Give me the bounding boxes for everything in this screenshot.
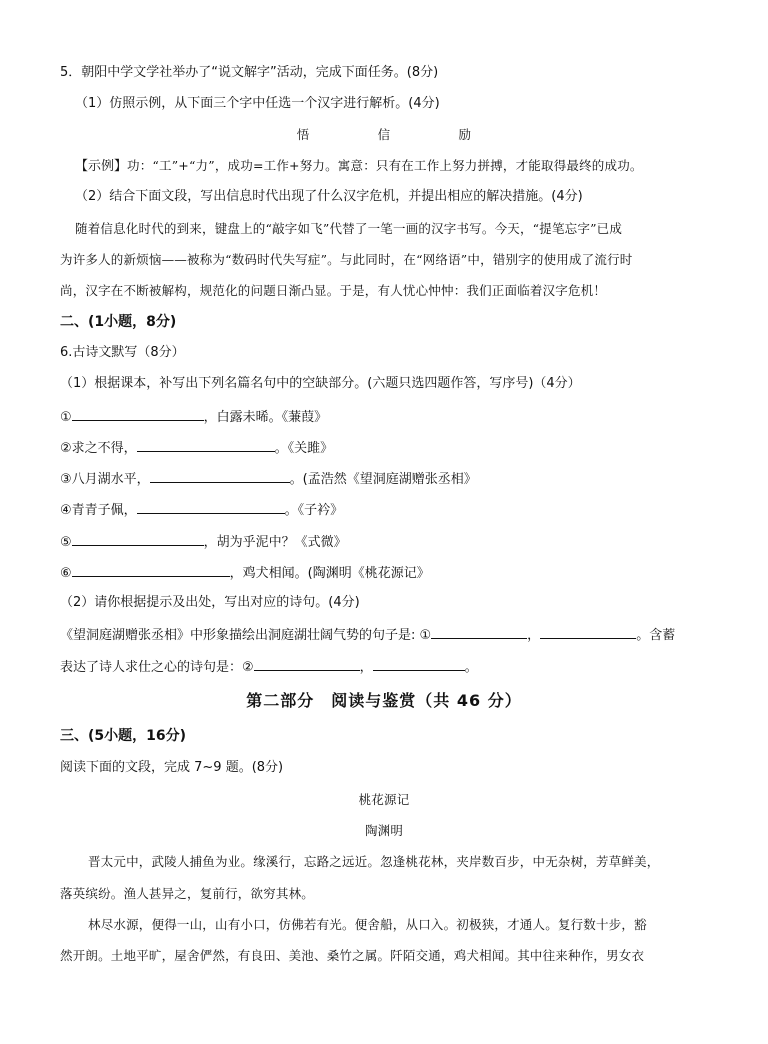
- char-option-1: 悟: [296, 127, 310, 142]
- part-two-title: 第二部分 阅读与鉴赏（共 46 分）: [246, 691, 522, 710]
- example-tag: 【示例】: [75, 159, 128, 174]
- text-paragraph-1-line-1: 晋太元中，武陵人捕鱼为业。缘溪行，忘路之远近。忽逢桃花林，夹岸数百步，中无杂树，芳草鲜美，: [88, 854, 660, 869]
- q6-part2-line-1: 《望洞庭湖赠张丞相》中形象描绘出洞庭湖壮阔气势的句子是: ① ， 。含蓄: [60, 624, 675, 646]
- answer-blank[interactable]: [72, 406, 204, 421]
- q6-title: 6.古诗文默写（8分）: [60, 345, 185, 360]
- answer-blank[interactable]: [540, 624, 636, 639]
- q5-title: 5．朝阳中学文学社举办了“说文解字”活动，完成下面任务。(8分): [60, 65, 439, 80]
- answer-blank[interactable]: [137, 437, 275, 452]
- text-title: 桃花源记: [358, 792, 410, 807]
- q5-part1: （1）仿照示例，从下面三个字中任选一个汉字进行解析。(4分): [75, 96, 440, 111]
- text-paragraph-2-line-1: 林尽水源，便得一山，山有小口，仿佛若有光。便舍船，从口入。初极狭，才通人。复行数十步，豁: [88, 917, 647, 932]
- section3-title: 三、(5小题，16分): [60, 728, 187, 744]
- answer-blank[interactable]: [254, 656, 360, 671]
- char-option-2: 信: [377, 127, 391, 142]
- q5-char-options: [0, 125, 768, 145]
- section2-title: 二、(1小题，8分): [60, 314, 177, 330]
- recite-item-6: ⑥ ，鸡犬相闻。(陶渊明《桃花源记》: [60, 562, 430, 584]
- example-text: 功：“工”+“力”，成功=工作+努力。寓意：只有在工作上努力拼搏，才能取得最终的成功。: [127, 158, 643, 173]
- section3-intro: 阅读下面的文段，完成 7~9 题。(8分): [60, 760, 284, 775]
- text-author: 陶渊明: [364, 823, 404, 838]
- recite-item-5: ⑤ ，胡为乎泥中？《式微》: [60, 531, 347, 553]
- q5-passage-line-1: 随着信息化时代的到来，键盘上的“敲字如飞”代替了一笔一画的汉字书写。今天，“提笔忘字”已成: [75, 221, 623, 236]
- answer-blank[interactable]: [137, 499, 285, 514]
- recite-item-1: ① ，白露未晞。《蒹葭》: [60, 406, 327, 428]
- q5-part2: （2）结合下面文段，写出信息时代出现了什么汉字危机，并提出相应的解决措施。(4分): [75, 189, 583, 204]
- text-paragraph-2-line-2: 然开朗。土地平旷，屋舍俨然，有良田、美池、桑竹之属。阡陌交通，鸡犬相闻。其中往来种作，男女衣: [60, 948, 645, 963]
- answer-blank[interactable]: [150, 468, 290, 483]
- q6-part2-line-2: 表达了诗人求仕之心的诗句是：② ， 。: [60, 656, 478, 678]
- q6-part1: （1）根据课本，补写出下列名篇名句中的空缺部分。(六题只选四题作答，写序号)（4分）: [60, 376, 581, 391]
- answer-blank[interactable]: [373, 656, 465, 671]
- char-option-3: 励: [458, 127, 472, 142]
- q5-passage-line-2: 为许多人的新烦恼——被称为“数码时代失写症”。与此同时，在“网络语”中，错别字的使用成了流行时: [60, 252, 633, 267]
- answer-blank[interactable]: [72, 531, 204, 546]
- recite-item-3: ③八月湖水平， 。(孟浩然《望洞庭湖赠张丞相》: [60, 468, 477, 490]
- recite-item-4: ④青青子佩， 。《子衿》: [60, 499, 343, 521]
- text-paragraph-1-line-2: 落英缤纷。渔人甚异之，复前行，欲穷其林。: [60, 886, 315, 901]
- answer-blank[interactable]: [431, 624, 527, 639]
- recite-item-2: ②求之不得， 。《关雎》: [60, 437, 333, 459]
- answer-blank[interactable]: [72, 562, 230, 577]
- q5-passage-line-3: 尚，汉字在不断被解构，规范化的问题日渐凸显。于是，有人忧心忡忡：我们正面临着汉字危机！: [60, 283, 607, 298]
- q6-part2: （2）请你根据提示及出处，写出对应的诗句。(4分): [60, 595, 360, 610]
- q5-example: [75, 156, 643, 177]
